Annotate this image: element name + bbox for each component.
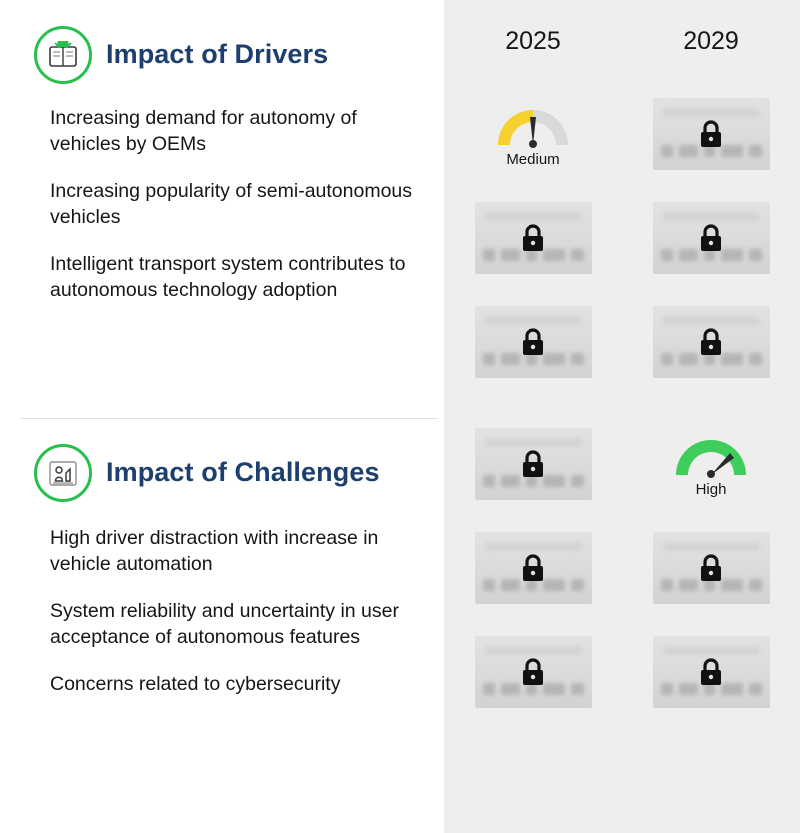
section-title-challenges: Impact of Challenges	[106, 457, 380, 488]
gauge-label: Medium	[506, 150, 560, 168]
cell-drivers-3-2029	[622, 290, 800, 394]
blurred-content	[663, 316, 760, 325]
locked-tile	[475, 202, 592, 274]
lock-icon	[520, 656, 546, 688]
column-header-2029: 2029	[683, 26, 739, 55]
blurred-content	[663, 646, 760, 655]
blurred-content	[663, 108, 760, 117]
column-header-2025: 2025	[505, 26, 561, 55]
drivers-icon	[34, 26, 92, 84]
lock-icon	[520, 326, 546, 358]
lock-icon	[698, 118, 724, 150]
locked-tile	[475, 636, 592, 708]
bullet-list-drivers	[0, 106, 444, 304]
section-header-drivers	[0, 0, 444, 84]
locked-tile	[653, 636, 770, 708]
cell-challenges-1-2025	[444, 412, 622, 516]
data-panel	[444, 0, 800, 833]
challenges-cell-grid	[444, 412, 800, 724]
gauge-high	[651, 431, 771, 498]
bullet-item: Increasing popularity of semi-autonomous vehicles	[50, 179, 413, 228]
section-header-challenges	[0, 418, 444, 502]
table-row	[444, 82, 800, 186]
blurred-content	[485, 646, 582, 655]
bullet-item: System reliability and uncertainty in user acceptance of autonomous features	[50, 599, 399, 648]
table-row	[444, 290, 800, 394]
blurred-content	[663, 542, 760, 551]
locked-tile	[653, 98, 770, 170]
cell-drivers-3-2025	[444, 290, 622, 394]
locked-tile	[653, 532, 770, 604]
cell-challenges-3-2025	[444, 620, 622, 724]
locked-tile	[653, 202, 770, 274]
lock-icon	[698, 222, 724, 254]
gauge-medium	[473, 101, 593, 168]
cell-challenges-2-2029	[622, 516, 800, 620]
bullet-item: High driver distraction with increase in vehicle automation	[50, 527, 379, 575]
lock-icon	[698, 326, 724, 358]
cell-drivers-2-2029	[622, 186, 800, 290]
section-drivers	[0, 0, 444, 418]
bullet-item: Concerns related to cybersecurity	[50, 672, 341, 695]
locked-tile	[475, 428, 592, 500]
lock-icon	[520, 222, 546, 254]
lock-icon	[698, 552, 724, 584]
section-challenges	[0, 418, 444, 833]
blurred-content	[485, 316, 582, 325]
drivers-cell-grid	[444, 82, 800, 394]
table-row	[444, 620, 800, 724]
locked-tile	[475, 306, 592, 378]
blurred-content	[485, 438, 582, 447]
blurred-content	[485, 212, 582, 221]
section-title-drivers: Impact of Drivers	[106, 39, 329, 70]
cell-drivers-1-2025	[444, 82, 622, 186]
lock-icon	[698, 656, 724, 688]
cell-challenges-3-2029	[622, 620, 800, 724]
table-row	[444, 186, 800, 290]
challenges-icon	[34, 444, 92, 502]
year-header-row	[444, 0, 800, 82]
cell-challenges-1-2029	[622, 412, 800, 516]
table-row	[444, 412, 800, 516]
locked-tile	[475, 532, 592, 604]
table-row	[444, 516, 800, 620]
lock-icon	[520, 448, 546, 480]
bullet-item: Intelligent transport system contributes to autonomous technology adoption	[50, 252, 406, 301]
locked-tile	[653, 306, 770, 378]
cell-drivers-2-2025	[444, 186, 622, 290]
bullet-list-challenges	[0, 526, 444, 698]
blurred-content	[485, 542, 582, 551]
lock-icon	[520, 552, 546, 584]
cell-challenges-2-2025	[444, 516, 622, 620]
blurred-content	[663, 212, 760, 221]
bullet-item: Increasing demand for autonomy of vehicles by OEMs	[50, 107, 357, 155]
cell-drivers-1-2029	[622, 82, 800, 186]
gauge-label: High	[695, 480, 727, 498]
